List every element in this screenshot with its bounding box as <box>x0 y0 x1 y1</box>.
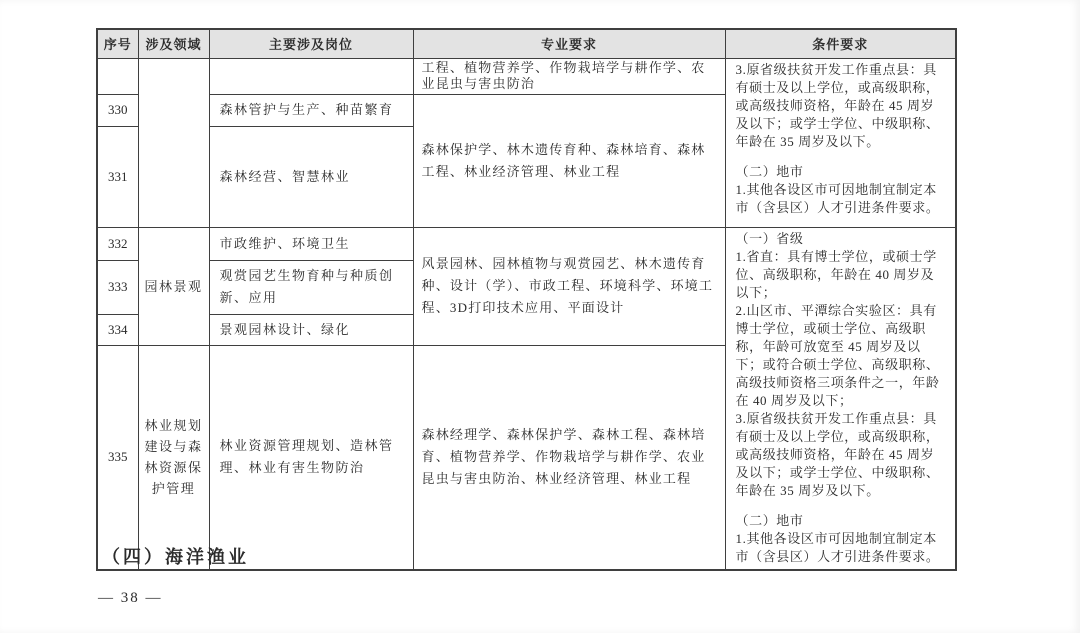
condition-paragraph: 1.省直：具有博士学位，或硕士学位、高级职称，年龄在 40 周岁及以下； <box>735 248 937 300</box>
cell-partial-serial <box>97 58 138 94</box>
next-section-title: （四）海洋渔业 <box>102 547 249 567</box>
cell-partial-majors: 工程、植物营养学、作物栽培学与耕作学、农业昆虫与害虫防治 <box>413 58 725 94</box>
cell-334-positions: 景观园林设计、绿化 <box>209 315 413 346</box>
condition-paragraph: 2.山区市、平潭综合实验区：具有博士学位，或硕士学位、高级职称，年龄可放宽至 45 周岁及以下；或符合硕士学位、高级职称、高级技师资格三项条件之一，年龄在 40 周岁及以下； <box>735 302 940 408</box>
cell-334-serial: 334 <box>97 315 138 346</box>
header-field: 涉及领域 <box>138 29 209 58</box>
condition-paragraph: 3.原省级扶贫开发工作重点县：具有硕士及以上学位，或高级职称，或高级技师资格，年龄在 45 周岁及以下；或学士学位、中级职称、年龄在 35 周岁及以下。 <box>735 61 940 149</box>
cell-335-serial: 335 <box>97 346 138 570</box>
header-positions: 主要涉及岗位 <box>209 29 413 58</box>
cell-332-334-field: 园林景观 <box>138 227 209 346</box>
condition-heading-city: （二）地市 <box>735 512 804 528</box>
condition-heading-city: （二）地市 <box>735 163 804 179</box>
table-row-332 <box>97 227 956 260</box>
page-number: — 38 — <box>98 590 163 606</box>
cell-332-334-majors: 风景园林、园林植物与观赏园艺、林木遗传育种、设计（学）、市政工程、环境科学、环境工程、3D打印技术应用、平面设计 <box>413 227 725 346</box>
cell-331-positions: 森林经营、智慧林业 <box>209 126 413 227</box>
condition-heading-province: （一）省级 <box>735 230 804 246</box>
cell-335-positions: 林业资源管理规划、造林管理、林业有害生物防治 <box>209 346 413 570</box>
cell-330-331-majors: 森林保护学、林木遗传育种、森林培育、森林工程、林业经济管理、林业工程 <box>413 94 725 227</box>
condition-paragraph: 3.原省级扶贫开发工作重点县：具有硕士及以上学位，或高级职称，或高级技师资格，年龄在 45 周岁及以下；或学士学位、中级职称、年龄在 35 周岁及以下。 <box>735 410 940 498</box>
cell-331-serial: 331 <box>97 126 138 227</box>
table-header-row <box>97 29 956 58</box>
condition-paragraph: 1.其他各设区市可因地制宜制定本市（含县区）人才引进条件要求。 <box>735 530 940 564</box>
cell-330-serial: 330 <box>97 94 138 126</box>
cell-330-positions: 森林管护与生产、种苗繁育 <box>209 94 413 126</box>
recruitment-table <box>96 28 957 571</box>
cell-332-positions: 市政维护、环境卫生 <box>209 227 413 260</box>
cell-333-serial: 333 <box>97 260 138 314</box>
header-condition-requirements: 条件要求 <box>725 29 956 58</box>
header-major-requirements: 专业要求 <box>413 29 725 58</box>
cell-conditions-group1 <box>725 58 956 227</box>
header-serial-number: 序号 <box>97 29 138 58</box>
cell-335-field: 林业规划建设与森林资源保护管理 <box>138 346 209 570</box>
cell-partial-field <box>138 58 209 227</box>
condition-paragraph: 1.其他各设区市可因地制宜制定本市（含县区）人才引进条件要求。 <box>735 181 940 215</box>
cell-333-positions: 观赏园艺生物育种与种质创新、应用 <box>209 260 413 314</box>
cell-conditions-group2 <box>725 227 956 570</box>
table-row-partial <box>97 58 956 94</box>
cell-partial-positions <box>209 58 413 94</box>
cell-332-serial: 332 <box>97 227 138 260</box>
cell-335-majors: 森林经理学、森林保护学、森林工程、森林培育、植物营养学、作物栽培学与耕作学、农业昆虫与害虫防治、林业经济管理、林业工程 <box>413 346 725 570</box>
